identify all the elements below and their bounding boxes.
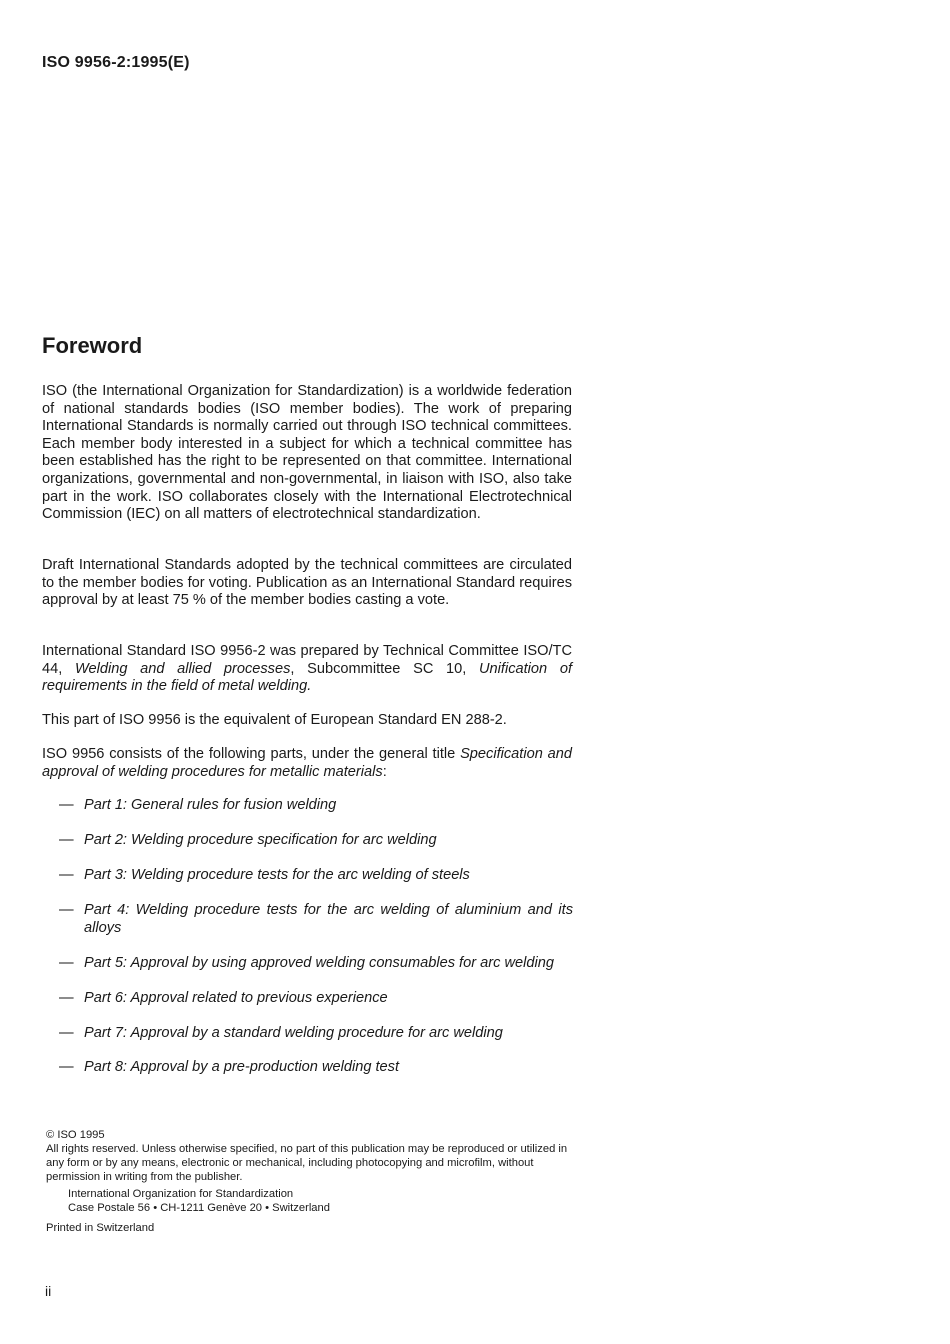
org-name: International Organization for Standardization	[68, 1188, 294, 1200]
dash-marker: —	[59, 1059, 74, 1076]
paragraph-iso-overview: ISO (the International Organization for Standardization) is a worldwide federation of national standards bodies (ISO member bodies). The work of preparing International Standards is normally carried out through ISO technical committees. Each member body interested in a subject for which a technical committee has been established has the right to be represented on that committee. International organizations, governmental and non-governmental, in liaison with ISO, also take part in the work. ISO collaborates closely with the International Electrotechnical Commission (IEC) on all matters of electrotechnical standardization.	[42, 383, 572, 523]
rights-notice: All rights reserved. Unless otherwise specified, no part of this publication may be reproduced or utilized in any form or by any means, electronic or mechanical, including photocopying and microfilm, without permission in writing from the publisher.	[46, 1143, 568, 1183]
list-item	[42, 955, 573, 973]
dash-marker: —	[59, 954, 74, 971]
part-text: Part 5: Approval by using approved welding consumables for arc welding	[84, 954, 554, 971]
list-item	[42, 902, 573, 937]
paragraph-parts-intro	[42, 746, 572, 781]
list-item	[42, 1059, 573, 1077]
subcommittee-title: Unification of requirements in the field of metal welding.	[42, 660, 573, 695]
list-item	[42, 797, 573, 815]
paragraph-prepared-by	[42, 643, 572, 696]
document-code: ISO 9956-2:1995(E)	[42, 54, 190, 71]
paragraph-equivalent: This part of ISO 9956 is the equivalent of European Standard EN 288-2.	[42, 712, 507, 728]
page-number: ii	[45, 1283, 52, 1299]
dash-marker: —	[59, 831, 74, 848]
list-item	[42, 832, 573, 850]
dash-marker: —	[59, 866, 74, 883]
dash-marker: —	[59, 1024, 74, 1041]
dash-marker: —	[59, 901, 74, 918]
parts-intro-colon: :	[382, 763, 387, 780]
list-item	[42, 867, 573, 885]
parts-intro-text: ISO 9956 consists of the following parts, under the general title	[42, 746, 461, 762]
printed-in: Printed in Switzerland	[46, 1222, 155, 1234]
committee-title: Welding and allied processes	[74, 660, 291, 677]
parts-list	[42, 797, 573, 1094]
part-text: Part 2: Welding procedure specification for arc welding	[84, 831, 437, 848]
general-title: Specification and approval of welding procedures for metallic materials	[42, 746, 572, 780]
list-item	[42, 1025, 573, 1043]
part-text: Part 6: Approval related to previous experience	[84, 989, 388, 1006]
paragraph-draft-standards: Draft International Standards adopted by the technical committees are circulated to the member bodies for voting. Publication as an International Standard requires approval by at least 75 % of the member bodies casting a vote.	[42, 557, 572, 609]
subcommittee-text: , Subcommittee SC 10,	[290, 660, 480, 677]
prepared-by-text: International Standard ISO 9956-2 was prepared by Technical Committee ISO/TC 44,	[42, 643, 572, 677]
list-item	[42, 990, 573, 1008]
part-text: Part 4: Welding procedure tests for the arc welding of aluminium and its alloys	[84, 901, 573, 936]
part-text: Part 8: Approval by a pre-production welding test	[84, 1059, 400, 1076]
copyright-line: © ISO 1995	[46, 1129, 105, 1141]
org-address: Case Postale 56 • CH-1211 Genève 20 • Switzerland	[68, 1202, 330, 1214]
copyright-block	[46, 1128, 586, 1235]
part-text: Part 3: Welding procedure tests for the arc welding of steels	[84, 866, 470, 883]
part-text: Part 1: General rules for fusion welding	[84, 797, 337, 813]
dash-marker: —	[59, 797, 74, 813]
section-heading: Foreword	[42, 333, 143, 358]
dash-marker: —	[59, 989, 74, 1006]
part-text: Part 7: Approval by a standard welding procedure for arc welding	[84, 1024, 503, 1041]
